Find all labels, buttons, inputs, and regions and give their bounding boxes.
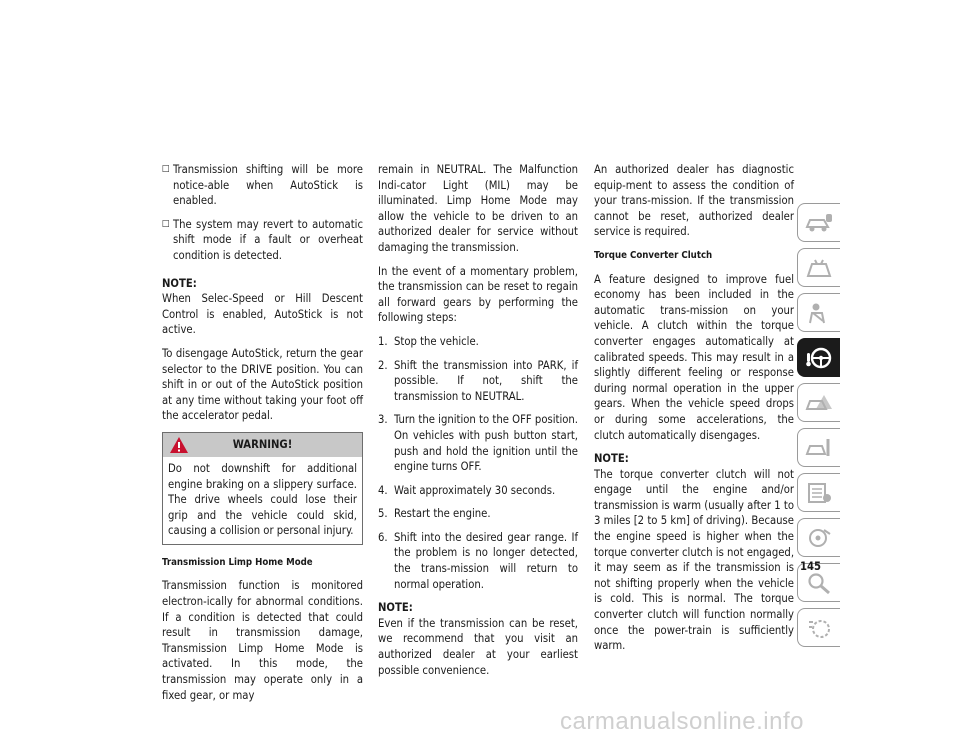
warning-box	[162, 432, 363, 545]
index-abc-icon	[804, 616, 834, 640]
paragraph: A feature designed to improve fuel economy has been included in the automatic trans-mission on your vehicle. A clutch within the torque converter engages automatically at calibrated speeds. This may result in a slightly different feeling or response during normal operation in the upper gears. When the vehicle speed drops or during some accelerations, the clutch automatically disengages.	[594, 272, 794, 442]
page-number: 145	[800, 560, 822, 573]
car-key-icon	[804, 211, 834, 235]
column-2	[378, 162, 578, 686]
paragraph: In the event of a momentary problem, the transmission can be reset to regain all forward gears by performing the following steps:	[378, 264, 578, 325]
tab-in-case-of-emergency[interactable]	[797, 383, 840, 422]
step-item: 4. Wait approximately 30 seconds.	[378, 483, 556, 497]
step-item: 3. Turn the ignition to the OFF position. On vehicles with push button start, push and hold the ignition until the engine turns OFF.	[378, 413, 578, 474]
note	[378, 600, 578, 678]
tab-starting-and-operating[interactable]	[797, 338, 840, 377]
seatbelt-person-icon	[804, 301, 834, 325]
tab-index[interactable]	[797, 608, 840, 647]
tab-technical-specifications[interactable]	[797, 473, 840, 512]
tab-multimedia[interactable]	[797, 518, 840, 557]
note-text: The torque converter clutch will not engage until the engine and/or transmission is warm (usually after 1 to 3 miles [2 to 5 km] of driving). Because the engine speed is higher when the torque converter clutch is not engaged, it may seem as if the transmission is not shifting properly when the vehicle is cold. This is normal. The torque converter clutch will function normally once the power-train is sufficiently warm.	[594, 467, 795, 653]
paragraph: To disengage AutoStick, return the gear selector to the DRIVE position. You can shift in or out of the AutoStick position at any time without taking your foot off the accelerator pedal.	[162, 346, 363, 423]
spec-list-icon	[804, 481, 834, 505]
note-label: NOTE:	[594, 452, 629, 466]
chapter-tabs	[797, 203, 840, 653]
paragraph: Transmission function is monitored electron-ically for abnormal conditions. If a condition is detected that could result in transmission damage, Transmission Limp Home Mode is activated. In this mode, the transmission may operate only in a fixed gear, or may	[162, 579, 363, 702]
note-text: When Selec-Speed or Hill Descent Control is enabled, AutoStick is not active.	[162, 292, 363, 337]
warning-triangle-icon	[169, 436, 189, 454]
section-heading: Transmission Limp Home Mode	[162, 556, 313, 568]
step-item: 5. Restart the engine.	[378, 507, 491, 521]
hazard-car-icon	[804, 391, 834, 415]
warning-title: WARNING!	[232, 437, 293, 451]
dashboard-light-icon	[804, 256, 834, 280]
column-1	[162, 162, 363, 711]
note-text: Even if the transmission can be reset, we recommend that you visit an authorized dealer at your earliest possible convenience.	[378, 616, 578, 677]
watermark: carmanualsonline.info	[560, 708, 804, 735]
step-item: 6. Shift into the desired gear range. If the problem is no longer detected, the trans-mission will return to normal operation.	[378, 530, 578, 591]
note	[162, 276, 363, 338]
note-label: NOTE:	[378, 601, 413, 615]
step-item: 1. Stop the vehicle.	[378, 334, 479, 348]
note	[594, 451, 794, 654]
warning-header	[163, 433, 362, 457]
tab-safety[interactable]	[797, 293, 840, 332]
steering-wheel-icon	[804, 345, 834, 371]
tab-servicing-and-maintenance[interactable]	[797, 428, 840, 467]
note-label: NOTE:	[162, 276, 197, 290]
warning-text: Do not downshift for additional engine braking on a slippery surface. The drive wheels could lose their grip and the vehicle could skid, causing a collision or personal injury.	[168, 461, 357, 538]
checkbox-bullet-icon: □	[162, 164, 170, 174]
music-disc-icon	[804, 526, 834, 550]
car-service-icon	[804, 436, 834, 460]
paragraph: remain in NEUTRAL. The Malfunction Indi-cator Light (MIL) may be illuminated. Limp Home Mode may allow the vehicle to be driven to an authorized dealer for service without damaging the transmission.	[378, 163, 578, 254]
checkbox-bullet-icon: □	[162, 218, 170, 229]
column-3	[594, 162, 794, 662]
tab-getting-to-know-vehicle[interactable]	[797, 203, 840, 242]
magnifier-icon	[804, 571, 834, 595]
section-heading: Torque Converter Clutch	[594, 249, 713, 261]
tab-instrument-panel[interactable]	[797, 248, 840, 287]
step-item: 2. Shift the transmission into PARK, if possible. If not, shift the transmission to NEUTRAL.	[378, 358, 578, 403]
bullet-item: □ The system may revert to automatic shift mode if a fault or overheat condition is detected.	[162, 217, 363, 262]
bullet-item: □ Transmission shifting will be more notice-able when AutoStick is enabled.	[162, 163, 363, 208]
paragraph: An authorized dealer has diagnostic equip-ment to assess the condition of your trans-mission. If the transmission cannot be reset, authorized dealer service is required.	[594, 163, 794, 239]
